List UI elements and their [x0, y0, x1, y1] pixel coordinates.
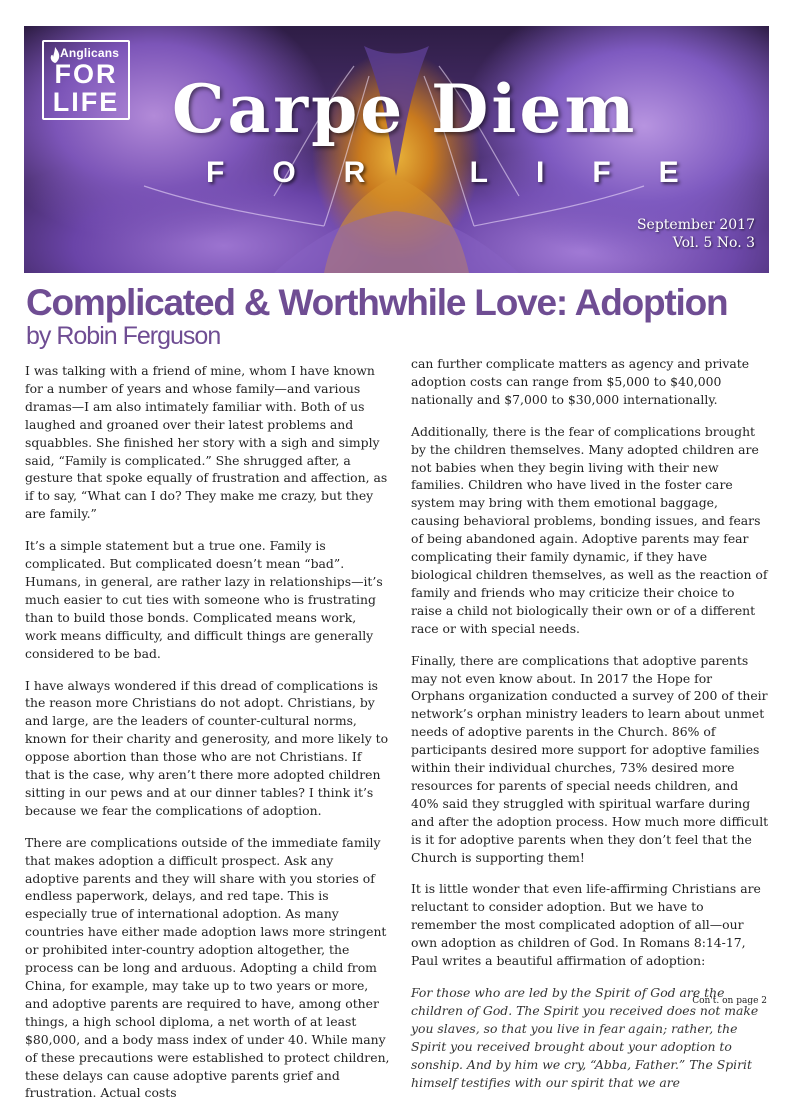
issue-volume: Vol. 5 No. 3 — [672, 235, 755, 251]
paragraph: There are complications outside of the immediate family that makes adoption a difficult prospect. Ask any adoptive parents and they will share with you stories of endless paperwork, delays, and red tape. This is especially true of international adoption. As many countries have either made adoption laws more stringent or prohibited inter-country adoption altogether, the process can be long and arduous. Adopting a child from China, for example, may take up to two years or more, and adoptive parents are required to have, among other things, a high school diploma, a net worth of at least $80,000, and a body mass index of under 40. While many of these precautions were established to protect children, these delays can cause adoptive parents grief and frustration. Actual costs — [25, 834, 390, 1101]
article-headline: Complicated & Worthwhile Love: Adoption — [26, 282, 728, 323]
article-left-column — [25, 362, 390, 1102]
logo-line-life: LIFE — [52, 87, 120, 117]
masthead-banner — [24, 26, 769, 273]
paragraph: I was talking with a friend of mine, whom I have known for a number of years and whose family—and various dramas—I am also intimately familiar with. Both of us laughed and groaned over their latest problems and squabbles. She finished her story with a sigh and simply said, “Family is complicated.” She shrugged after, a gesture that spoke equally of frustration and affection, as if to say, “What can I do? They make me crazy, but they are family.” — [25, 363, 388, 522]
article-byline: by Robin Ferguson — [26, 322, 221, 350]
paragraph: I have always wondered if this dread of complications is the reason more Christians do not adopt. Christians, by and large, are the leaders of counter-cultural norms, known for their charity and generosity, and more likely to oppose abortion than those who are not Christians. If that is the case, why aren’t there more adopted children sitting in our pews and at our dinner tables? I think it’s because we fear the complications of adoption. — [25, 677, 389, 818]
newsletter-subtitle: FOR LIFE — [206, 156, 727, 189]
anglicans-for-life-logo — [42, 40, 130, 120]
continued-note: Con't. on page 2 — [692, 996, 767, 1006]
issue-info — [637, 216, 755, 252]
newsletter-title: Carpe Diem — [172, 70, 638, 148]
paragraph: It’s a simple statement but a true one. Family is complicated. But complicated doesn’t mean “bad”. Humans, in general, are rather lazy in relationships—it’s much easier to cut ties with someone who is frustrating than to build those bonds. Complicated means work, work means difficulty, and difficult things are generally considered to be bad. — [25, 538, 383, 661]
scripture-quote: For those who are led by the Spirit of God are the children of God. The Spirit you received does not make you slaves, so that you live in fear again; rather, the Spirit you received brought about your adoption to sonship. And by him we cry, “Abba, Father.” The Spirit himself testifies with our spirit that we are — [411, 985, 759, 1090]
logo-line-anglicans: Anglicans — [60, 46, 120, 60]
paragraph: Additionally, there is the fear of complications brought by the children themselves. Many adopted children are not babies when they begin living with their new families. Children who have lived in the foster care system may bring with them emotional baggage, causing behavioral problems, bonding issues, and fears of being abandoned again. Adoptive parents may fear complicating their family dynamic, if they have biological children themselves, as well as the reaction of family and friends who may criticize their choice to raise a child not biologically their own or of a different race or with special needs. — [411, 423, 768, 636]
paragraph: Finally, there are complications that adoptive parents may not even know about. In 2017 the Hope for Orphans organization conducted a survey of 200 of their network’s orphan ministry leaders to learn about unmet needs of adoptive parents in the Church. 86% of participants desired more support for adoptive families within their individual churches, 73% desired more resources for parents of special needs children, and 40% said they struggled with spiritual warfare during and after the adoption process. How much more difficult is it for adoptive parents when they don’t feel that the Church is supporting them! — [411, 652, 769, 865]
logo-line-for: FOR — [54, 59, 118, 89]
issue-date: September 2017 — [636, 217, 755, 233]
paragraph: can further complicate matters as agency and private adoption costs can range from $5,000 to $40,000 nationally and $7,000 to $30,000 internationally. — [411, 356, 750, 407]
paragraph: It is little wonder that even life-affirming Christians are reluctant to consider adoption. But we have to remember the most complicated adoption of all—our own adoption as children of God. In Romans 8:14-17, Paul writes a beautiful affirmation of adoption: — [411, 881, 761, 969]
article-right-column — [411, 355, 769, 1091]
